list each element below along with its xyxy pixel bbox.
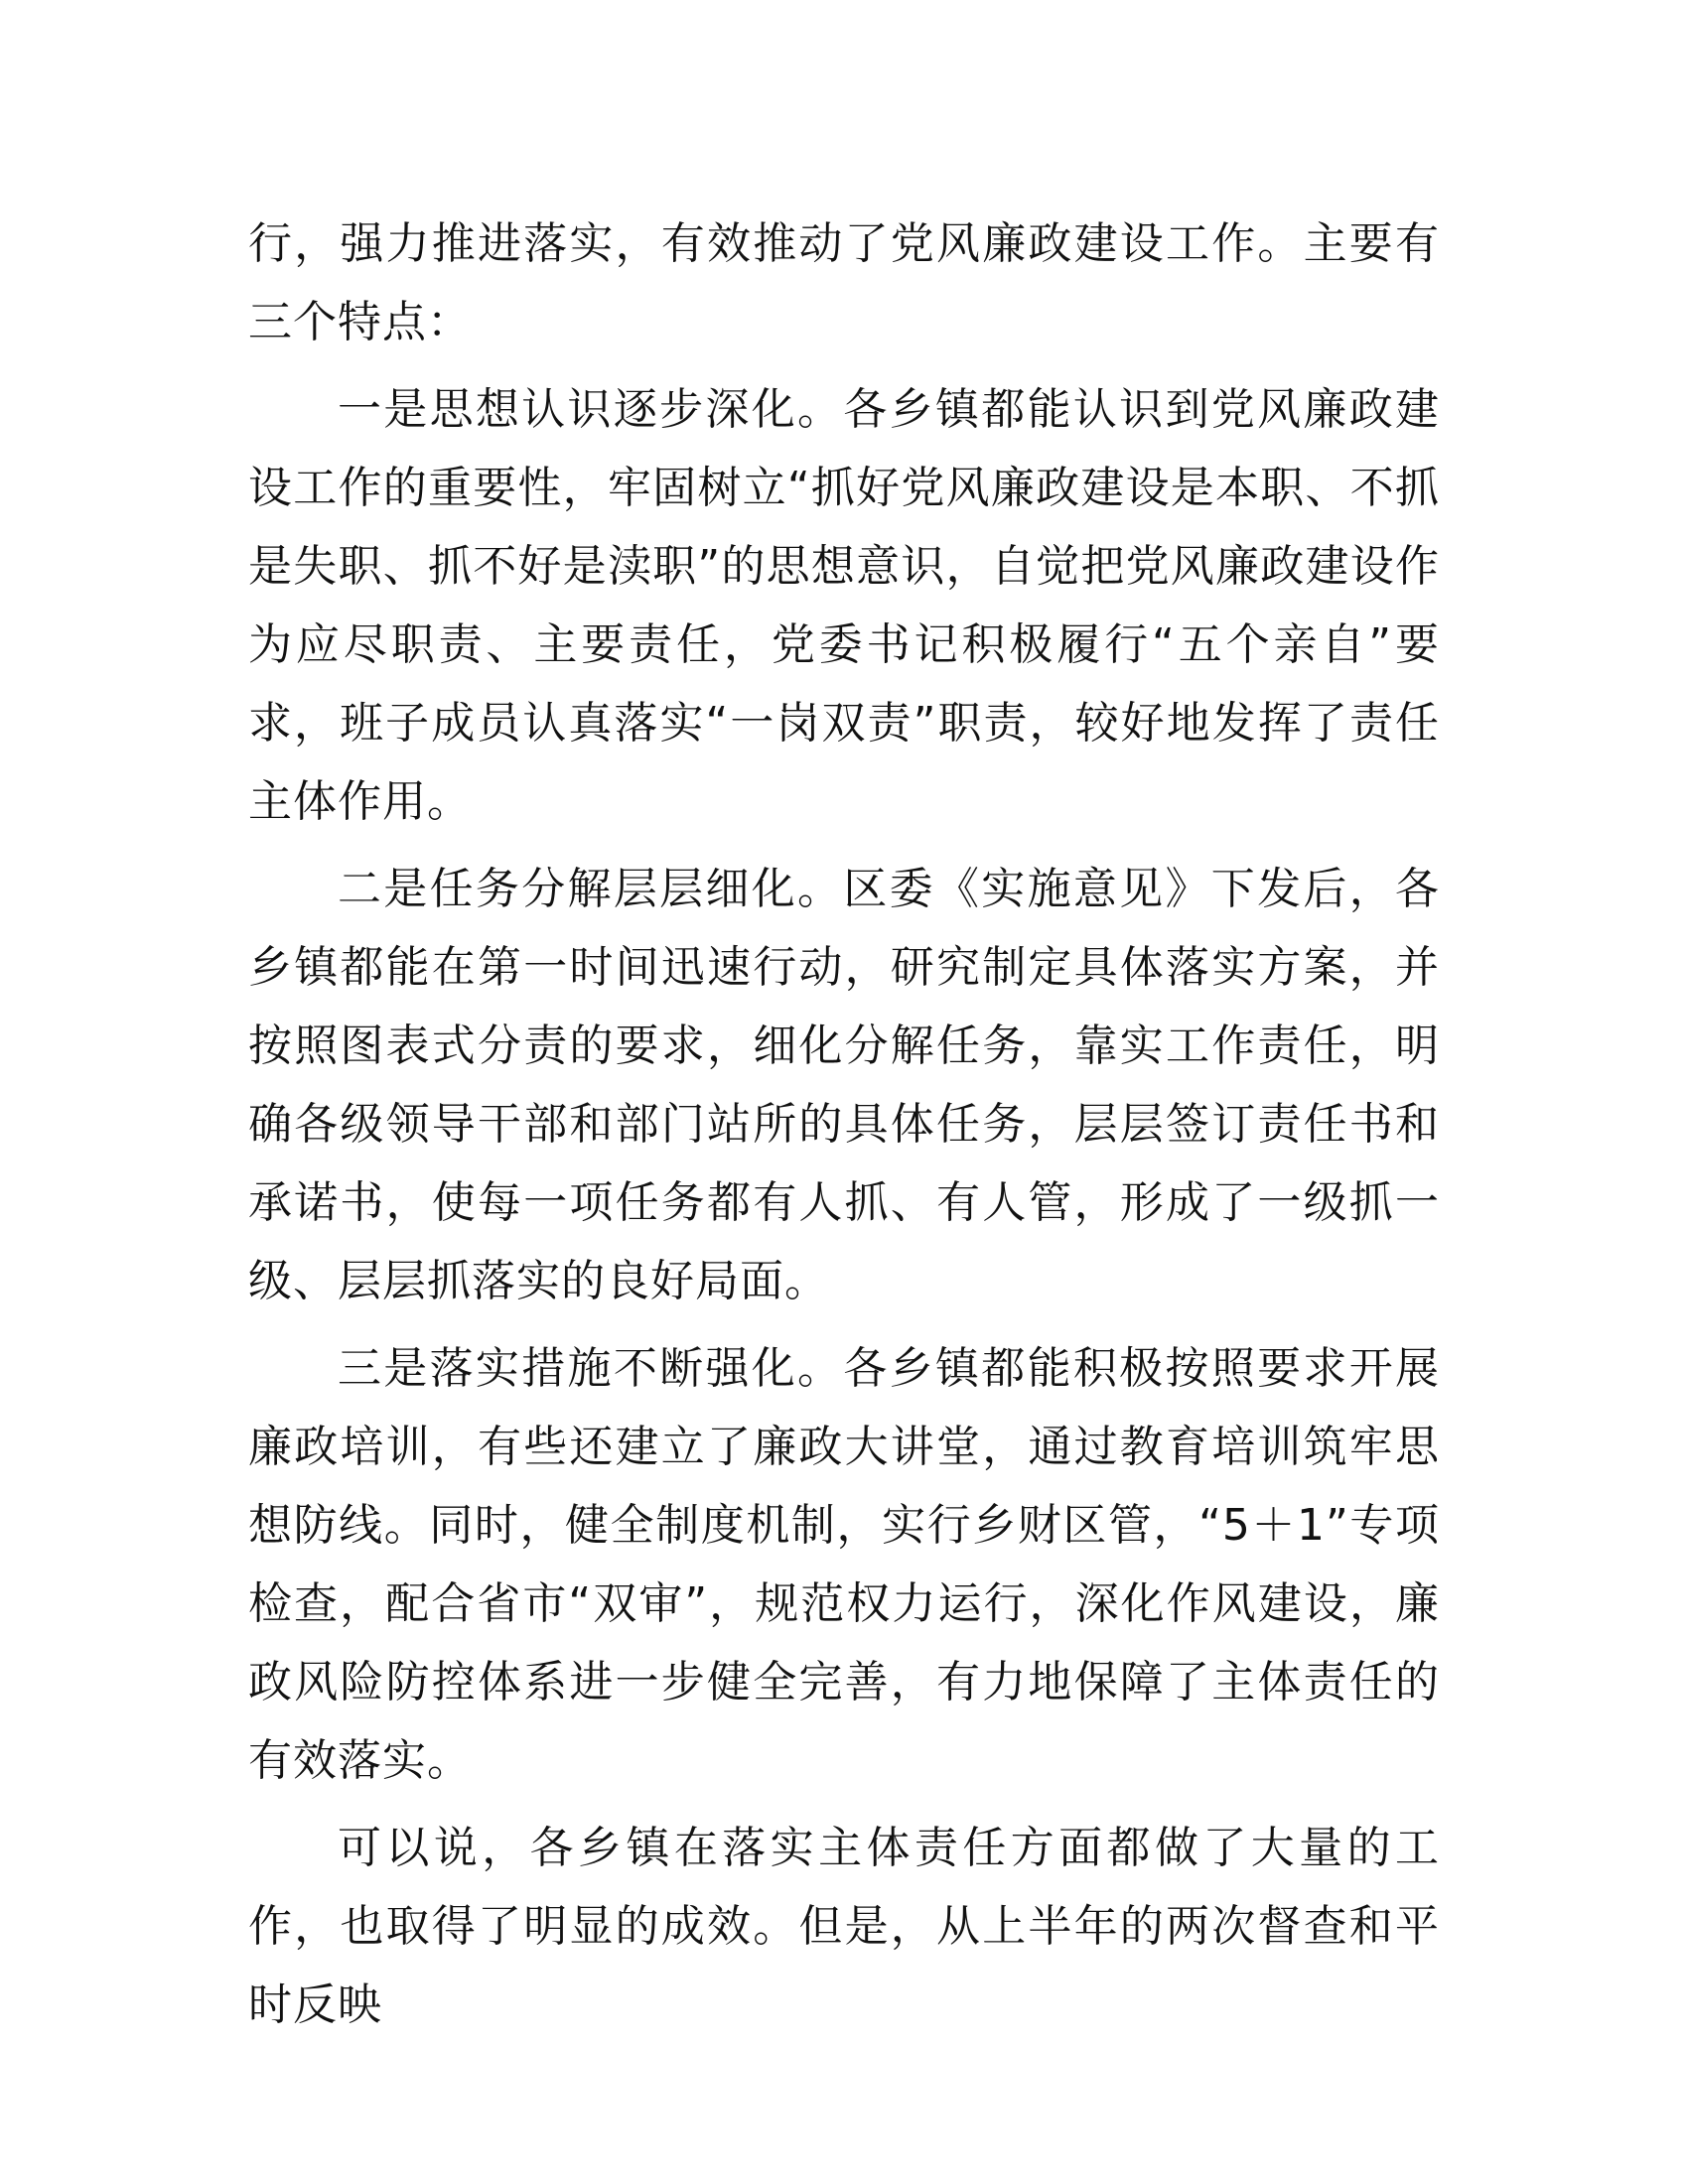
document-body <box>248 205 1440 2053</box>
paragraph-point-three: 三是落实措施不断强化。各乡镇都能积极按照要求开展廉政培训，有些还建立了廉政大讲堂，通过教育培训筑牢思想防线。同时，健全制度机制，实行乡财区管，“5＋1”专项检查，配合省市“双审”，规范权力运行，深化作风建设，廉政风险防控体系进一步健全完善，有力地保障了主体责任的有效落实。 <box>248 1343 1440 1786</box>
paragraph-point-two: 二是任务分解层层细化。区委《实施意见》下发后，各乡镇都能在第一时间迅速行动，研究制定具体落实方案，并按照图表式分责的要求，细化分解任务，靠实工作责任，明确各级领导干部和部门站所的具体任务，层层签订责任书和承诺书，使每一项任务都有人抓、有人管，形成了一级抓一级、层层抓落实的良好局面。 <box>248 864 1440 1306</box>
paragraph-summary: 可以说，各乡镇在落实主体责任方面都做了大量的工作，也取得了明显的成效。但是，从上半年的两次督查和平时反映 <box>248 1823 1440 2030</box>
paragraph-point-one: 一是思想认识逐步深化。各乡镇都能认识到党风廉政建设工作的重要性，牢固树立“抓好党风廉政建设是本职、不抓是失职、抓不好是渎职”的思想意识，自觉把党风廉政建设作为应尽职责、主要责任，党委书记积极履行“五个亲自”要求，班子成员认真落实“一岗双责”职责，较好地发挥了责任主体作用。 <box>248 384 1440 827</box>
paragraph-continuation: 行，强力推进落实，有效推动了党风廉政建设工作。主要有三个特点： <box>248 218 1440 347</box>
